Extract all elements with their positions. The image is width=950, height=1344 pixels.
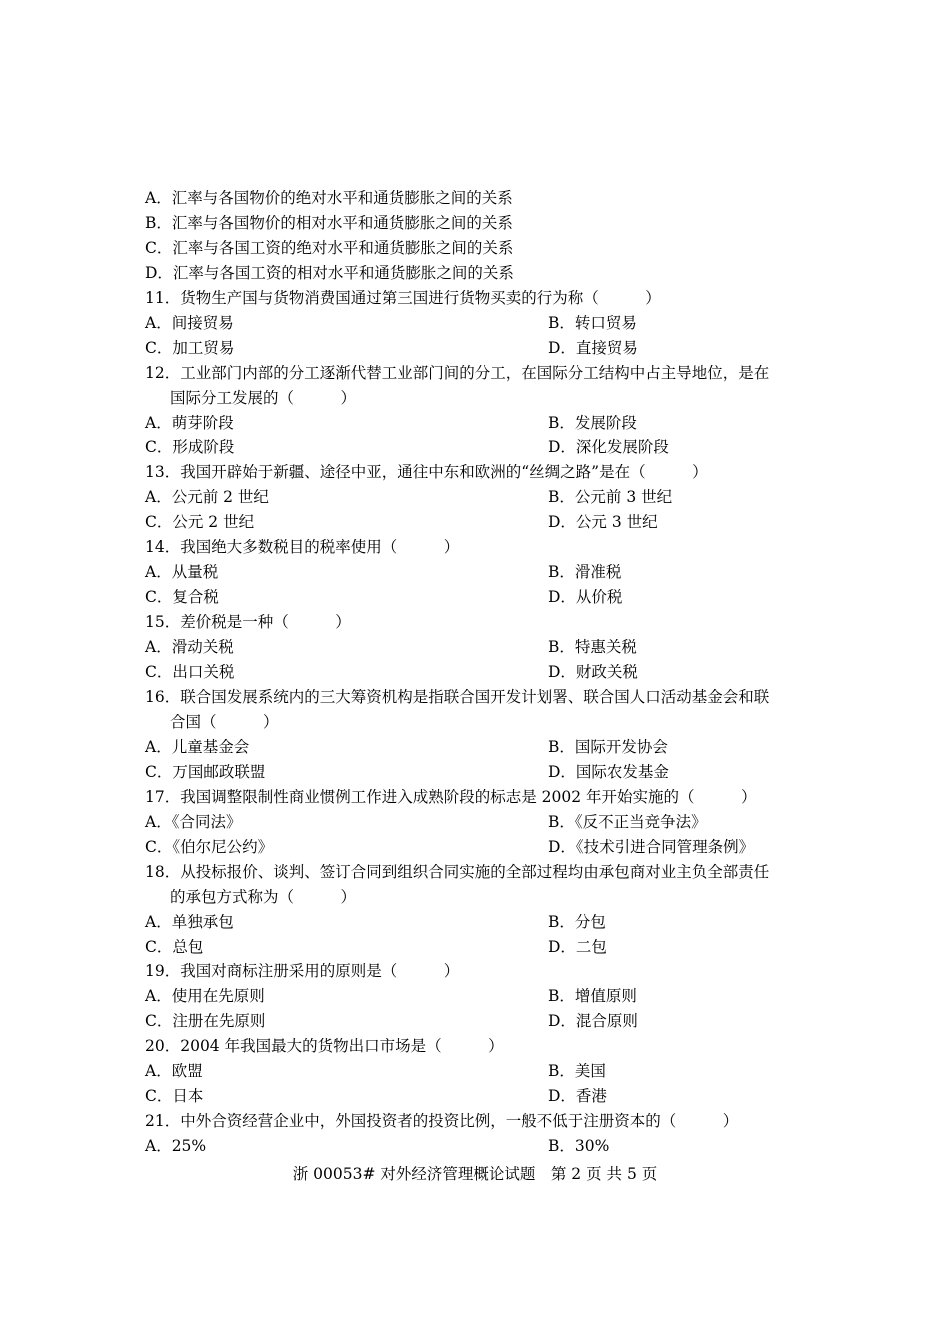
option-right: B．增值原则 [548, 987, 637, 1005]
option-right: B．滑准税 [548, 563, 622, 581]
question-stem: 17．我国调整限制性商业惯例工作进入成熟阶段的标志是 2002 年开始实施的（ ） [145, 788, 757, 806]
question-stem: 15．差价税是一种（ ） [145, 613, 351, 631]
question-stem-continued: 的承包方式称为（ ） [170, 888, 357, 906]
option-left: A．使用在先原则 [145, 987, 265, 1005]
option-line: A．汇率与各国物价的绝对水平和通货膨胀之间的关系 [145, 189, 513, 207]
option-right: B．美国 [548, 1062, 606, 1080]
option-right: D．直接贸易 [548, 339, 638, 357]
option-left: C．《伯尔尼公约》 [145, 838, 274, 856]
option-right: D．国际农发基金 [548, 763, 669, 781]
question-stem: 21．中外合资经营企业中，外国投资者的投资比例，一般不低于注册资本的（ ） [145, 1112, 739, 1130]
option-right: D．《技术引进合同管理条例》 [548, 838, 755, 856]
question-stem: 12．工业部门内部的分工逐渐代替工业部门间的分工，在国际分工结构中占主导地位，是在 [145, 364, 770, 382]
option-right: B．特惠关税 [548, 638, 637, 656]
page-footer: 浙 00053# 对外经济管理概论试题 第 2 页 共 5 页 [292, 1165, 658, 1183]
question-stem: 13．我国开辟始于新疆、途径中亚，通往中东和欧洲的“丝绸之路”是在（ ） [145, 463, 708, 481]
option-right: D．香港 [548, 1087, 607, 1105]
option-left: C．复合税 [145, 588, 219, 606]
option-left: C．加工贸易 [145, 339, 235, 357]
option-left: A．滑动关税 [145, 638, 234, 656]
question-stem: 19．我国对商标注册采用的原则是（ ） [145, 962, 460, 980]
option-left: C．万国邮政联盟 [145, 763, 266, 781]
option-left: C．公元 2 世纪 [145, 513, 255, 531]
option-left: A．单独承包 [145, 913, 234, 931]
option-right: B．公元前 3 世纪 [548, 488, 673, 506]
question-stem: 20．2004 年我国最大的货物出口市场是（ ） [145, 1037, 504, 1055]
option-right: D．混合原则 [548, 1012, 638, 1030]
option-right: D．深化发展阶段 [548, 438, 669, 456]
question-stem-continued: 国际分工发展的（ ） [170, 389, 357, 407]
option-right: D．财政关税 [548, 663, 638, 681]
option-left: A．儿童基金会 [145, 738, 250, 756]
option-right: B．《反不正当竞争法》 [548, 813, 707, 831]
option-left: A．欧盟 [145, 1062, 203, 1080]
option-left: A．25% [145, 1137, 207, 1155]
option-right: D．从价税 [548, 588, 623, 606]
option-left: C．日本 [145, 1087, 204, 1105]
option-left: C．形成阶段 [145, 438, 235, 456]
question-stem: 14．我国绝大多数税目的税率使用（ ） [145, 538, 460, 556]
option-right: D．二包 [548, 938, 607, 956]
option-left: A．公元前 2 世纪 [145, 488, 269, 506]
option-line: B．汇率与各国物价的相对水平和通货膨胀之间的关系 [145, 214, 513, 232]
question-stem-continued: 合国（ ） [170, 713, 279, 731]
option-right: B．国际开发协会 [548, 738, 668, 756]
option-left: A．间接贸易 [145, 314, 234, 332]
option-line: C．汇率与各国工资的绝对水平和通货膨胀之间的关系 [145, 239, 514, 257]
question-stem: 11．货物生产国与货物消费国通过第三国进行货物买卖的行为称（ ） [145, 289, 661, 307]
option-right: D．公元 3 世纪 [548, 513, 658, 531]
question-stem: 18．从投标报价、谈判、签订合同到组织合同实施的全部过程均由承包商对业主负全部责任 [145, 863, 770, 881]
option-left: A．《合同法》 [145, 813, 242, 831]
option-right: B．分包 [548, 913, 606, 931]
option-left: C．出口关税 [145, 663, 235, 681]
question-stem: 16．联合国发展系统内的三大筹资机构是指联合国开发计划署、联合国人口活动基金会和联 [145, 688, 770, 706]
option-right: B．30% [548, 1137, 610, 1155]
option-left: C．总包 [145, 938, 204, 956]
option-line: D．汇率与各国工资的相对水平和通货膨胀之间的关系 [145, 264, 514, 282]
option-left: A．从量税 [145, 563, 219, 581]
option-left: A．萌芽阶段 [145, 414, 234, 432]
option-right: B．转口贸易 [548, 314, 637, 332]
option-right: B．发展阶段 [548, 414, 637, 432]
option-left: C．注册在先原则 [145, 1012, 266, 1030]
